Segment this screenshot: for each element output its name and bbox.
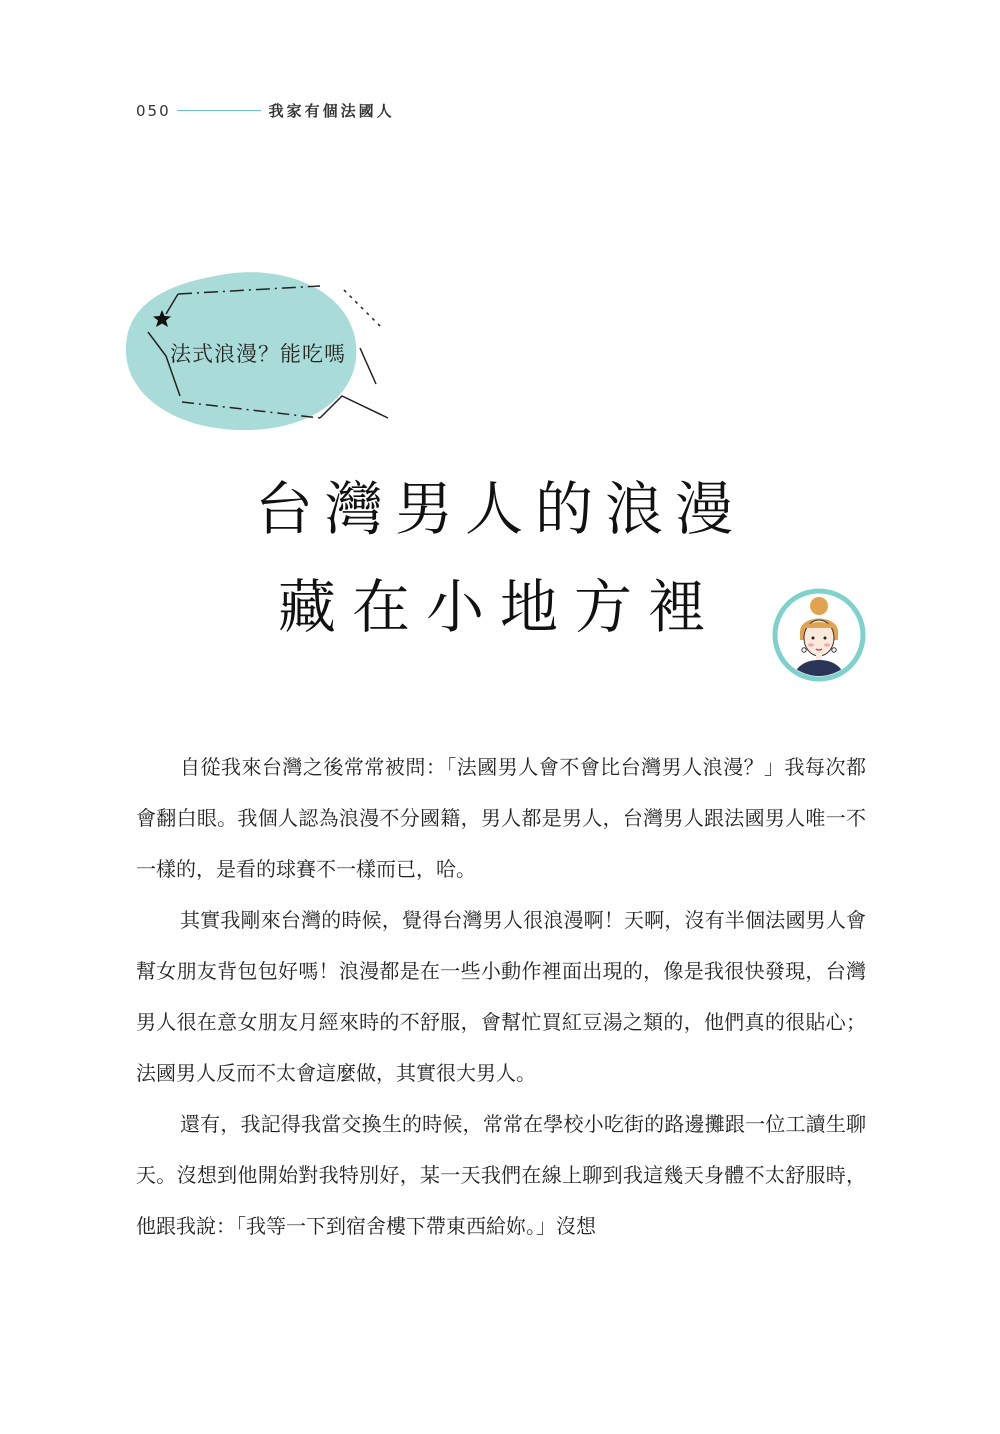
section-label: 法式浪漫？能吃嗎 xyxy=(170,342,346,366)
paragraph: 其實我剛來台灣的時候，覺得台灣男人很浪漫啊！天啊，沒有半個法國男人會幫女朋友背包包好嗎！浪漫都是在一些小動作裡面出現的，像是我很快發現，台灣男人很在意女朋友月經來時的不舒服，會幫忙買紅豆湯之類的，他們真的很貼心；法國男人反而不太會這麼做，其實很大男人。 xyxy=(136,908,866,1085)
section-bubble xyxy=(120,268,400,438)
running-header xyxy=(136,100,395,121)
page-number: 050 xyxy=(136,101,171,120)
paragraph: 還有，我記得我當交換生的時候，常常在學校小吃街的路邊攤跟一位工讀生聊天。沒想到他開始對我特別好，某一天我們在線上聊到我這幾天身體不太舒服時，他跟我說：「我等一下到宿舍樓下帶東西給妳。」沒想 xyxy=(136,1112,866,1238)
body-text xyxy=(136,742,866,1252)
paragraph: 自從我來台灣之後常常被問：「法國男人會不會比台灣男人浪漫？」我每次都會翻白眼。我個人認為浪漫不分國籍，男人都是男人，台灣男人跟法國男人唯一不一樣的，是看的球賽不一樣而已，哈。 xyxy=(136,755,866,881)
book-title: 我家有個法國人 xyxy=(268,102,395,120)
header-divider xyxy=(177,110,261,111)
chapter-title-line2: 藏在小地方裡 xyxy=(277,573,722,641)
chapter-title-line1: 台灣男人的浪漫 xyxy=(254,475,745,543)
woman-avatar-icon xyxy=(772,588,866,682)
